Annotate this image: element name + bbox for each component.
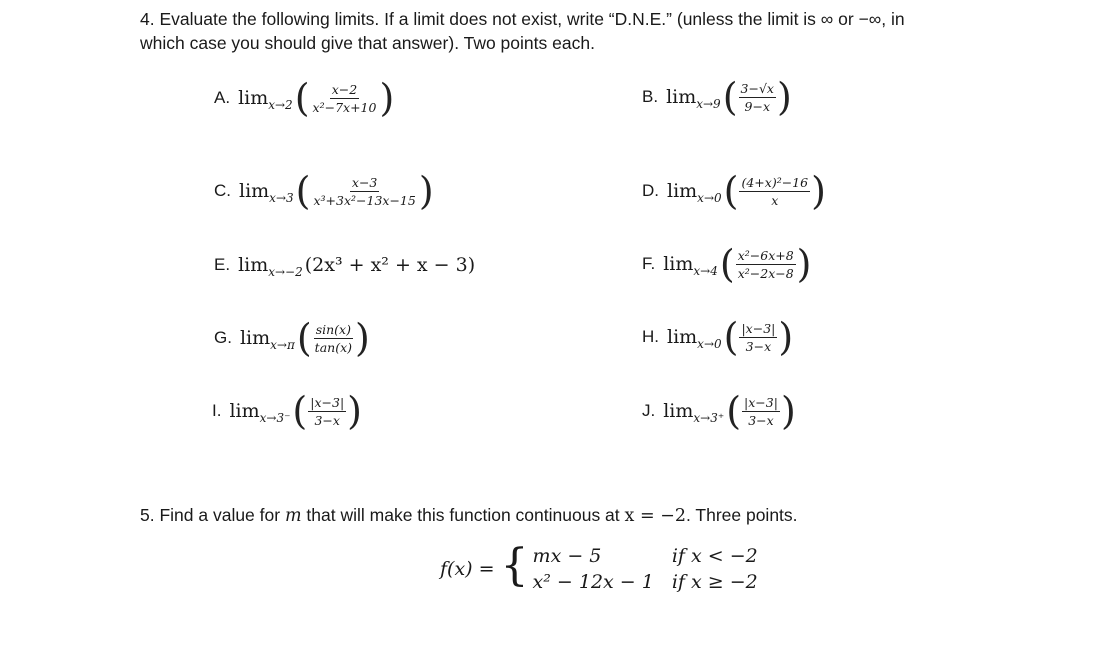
item-label: I.: [212, 401, 222, 420]
fraction: [310, 82, 380, 115]
limit-item-g: [214, 316, 370, 360]
denominator: tan(x): [314, 339, 353, 355]
left-paren: (: [722, 75, 738, 119]
left-paren: (: [292, 389, 308, 433]
numerator: |x−3|: [741, 320, 776, 336]
numerator: x²−6x+8: [737, 247, 794, 263]
left-paren: (: [295, 169, 311, 213]
fraction: [738, 321, 778, 354]
fraction: [738, 175, 811, 208]
item-label: E.: [214, 255, 231, 274]
lim-subscript: x→4: [693, 264, 718, 278]
lim-operator: lim: [239, 327, 271, 349]
right-paren: ): [811, 169, 826, 213]
lim-subscript: x→0: [697, 191, 722, 205]
numerator: x−3: [351, 174, 378, 190]
right-paren: ): [796, 242, 812, 286]
left-brace: {: [500, 540, 529, 591]
numerator: |x−3|: [310, 394, 345, 410]
numerator: x−2: [331, 81, 358, 97]
fraction: [738, 81, 777, 114]
right-paren: ): [778, 315, 794, 359]
function-name: f(x) =: [440, 558, 495, 580]
right-paren: ): [780, 389, 796, 433]
lim-operator: lim: [667, 180, 698, 202]
denominator: x³+3x²−13x−15: [313, 192, 416, 208]
limit-item-d: [642, 169, 826, 213]
lim-operator: lim: [666, 86, 697, 108]
piecewise-function: [440, 540, 758, 594]
numerator: sin(x): [315, 321, 351, 337]
left-paren: (: [296, 316, 312, 360]
lim-subscript: x→2: [268, 98, 293, 112]
right-paren: ): [418, 169, 434, 213]
q5-text-mid: that will make this function continuous at: [301, 505, 625, 525]
denominator: x: [771, 192, 779, 208]
lim-operator: lim: [663, 253, 694, 275]
item-label: C.: [214, 181, 231, 200]
case2-condition: if x ≥ −2: [671, 571, 758, 593]
q4-instructions-line2: which case you should give that answer). Two points each.: [140, 33, 595, 53]
fraction: [735, 248, 797, 281]
item-label: G.: [214, 328, 232, 347]
item-label: B.: [642, 87, 659, 106]
limit-item-b: [642, 75, 792, 119]
left-paren: (: [719, 242, 735, 286]
right-paren: ): [347, 389, 362, 433]
item-label: H.: [642, 327, 659, 346]
denominator: x²−7x+10: [312, 99, 377, 115]
item-label: A.: [214, 88, 231, 107]
denominator: 9−x: [744, 98, 770, 114]
piecewise-cases: [533, 544, 758, 594]
item-label: F.: [642, 254, 656, 273]
q5-text-post: . Three points.: [685, 505, 798, 525]
lim-subscript: x→9: [696, 97, 721, 111]
lim-subscript: x→−2: [268, 265, 303, 279]
lim-subscript: x→3: [269, 191, 294, 205]
limit-item-a: [214, 76, 395, 120]
numerator: (4+x)²−16: [741, 174, 809, 190]
polynomial-expression: (2x³ + x² + x − 3): [304, 254, 476, 276]
left-paren: (: [723, 315, 739, 359]
left-paren: (: [294, 76, 310, 120]
fraction: [307, 395, 347, 428]
denominator: x²−2x−8: [737, 265, 794, 281]
q5-text-pre: 5. Find a value for: [140, 505, 285, 525]
item-label: J.: [642, 401, 656, 420]
left-paren: (: [726, 389, 742, 433]
lim-operator: lim: [667, 326, 698, 348]
right-paren: ): [776, 75, 792, 119]
limit-item-j: [642, 389, 796, 433]
lim-operator: lim: [238, 87, 269, 109]
limit-item-e: [214, 254, 476, 279]
numerator: 3−√x: [740, 80, 774, 96]
case1-expression: mx − 5: [532, 545, 602, 567]
case2-expression: x² − 12x − 1: [532, 571, 654, 593]
numerator: |x−3|: [744, 394, 778, 410]
denominator: 3−x: [745, 338, 772, 354]
limit-item-c: [214, 169, 434, 213]
q5-variable-m: m: [284, 506, 302, 526]
item-label: D.: [642, 181, 659, 200]
right-paren: ): [379, 76, 395, 120]
limit-item-f: [642, 242, 812, 286]
lim-subscript: x→3⁻: [259, 411, 291, 425]
denominator: 3−x: [314, 412, 340, 428]
q5-instructions: [140, 503, 798, 528]
limit-item-i: [212, 389, 362, 433]
lim-operator: lim: [239, 180, 270, 202]
lim-subscript: x→π: [270, 338, 295, 352]
lim-operator: lim: [238, 254, 269, 276]
fraction: [310, 175, 418, 208]
q5-condition: x = −2: [624, 506, 686, 526]
fraction: [741, 395, 781, 428]
case1-condition: if x < −2: [671, 545, 758, 567]
right-paren: ): [355, 316, 370, 360]
lim-subscript: x→0: [697, 337, 722, 351]
lim-subscript: x→3⁺: [693, 411, 725, 425]
limit-item-h: [642, 315, 794, 359]
fraction: [312, 322, 355, 355]
left-paren: (: [723, 169, 739, 213]
q4-instructions-line1: 4. Evaluate the following limits. If a limit does not exist, write “D.N.E.” (unless the limit is ∞ or −∞, in: [140, 9, 905, 29]
lim-operator: lim: [229, 400, 260, 422]
lim-operator: lim: [663, 400, 694, 422]
denominator: 3−x: [748, 412, 774, 428]
